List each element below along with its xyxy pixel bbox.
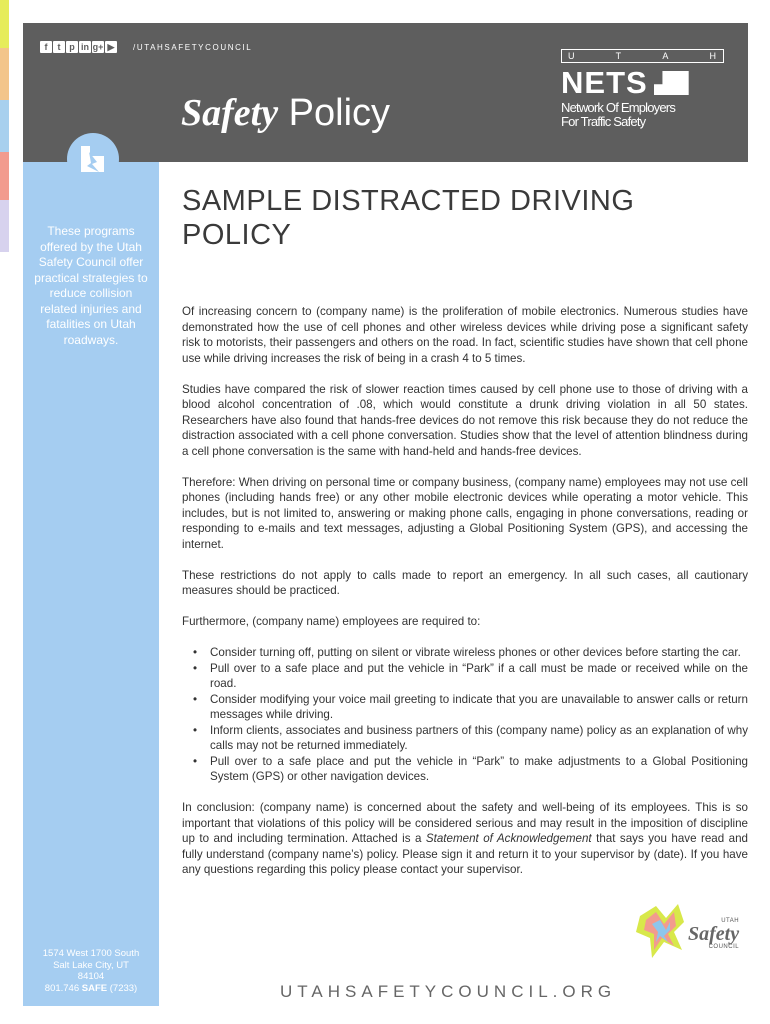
conclusion-text: In conclusion: (company name) is concerned about the safety and well-being of its employees. This is so important that violations of this policy will be considered serious and may result in the imposition of discipline up to and including termination. Attached is a	[182, 801, 748, 845]
social-handle: /UTAHSAFETYCOUNCIL	[133, 43, 253, 52]
utah-letter: H	[709, 51, 717, 61]
title-script: Safety	[181, 92, 279, 134]
facebook-icon[interactable]: f	[40, 41, 52, 53]
nets-tagline-line1: Network Of Employers	[561, 100, 676, 115]
list-item: • Consider turning off, putting on silent or vibrate wireless phones or other devices before starting the car.	[210, 645, 748, 661]
document-body	[182, 304, 748, 878]
utah-nets-logo	[561, 49, 724, 129]
usc-logo-council: COUNCIL	[708, 944, 740, 950]
edge-color-strip	[0, 152, 9, 200]
utah-letter: A	[662, 51, 670, 61]
document-title: SAMPLE DISTRACTED DRIVING POLICY	[182, 185, 635, 251]
phone-prefix: 801.746	[44, 982, 80, 994]
phone-word: SAFE	[81, 982, 108, 994]
body-paragraph: Studies have compared the risk of slower reaction times caused by cell phone use to those of driving with a blood alcohol concentration of .08, which would constitute a drunk driving violation in all 50 states. Researchers have also found that hands-free devices do not remove this risk because they do not reduce the distraction associated with a cell phone conversation. Studies show that the level of attention blindness during a cell phone conversation is the same with hand-held and hands-free devices.	[182, 382, 748, 458]
usc-logo-utah: UTAH	[721, 918, 740, 924]
body-paragraph: Of increasing concern to (company name) is the proliferation of mobile electronics. Numerous studies have demonstrated how the use of cell phones and other wireless devices while driving pose a significant safety risk to motorists, their passengers and others on the road. In fact, scientific studies have shown that cell phone use while driving increases the risk of being in a crash 4 to 5 times.	[182, 305, 748, 365]
twitter-icon[interactable]: t	[53, 41, 65, 53]
nets-wordmark	[561, 65, 724, 100]
edge-color-strip	[0, 100, 9, 152]
edge-color-strip	[0, 0, 9, 48]
footer-url[interactable]: UTAHSAFETYCOUNCIL.ORG	[280, 982, 617, 1001]
sidebar-intro: These programs offered by the Utah Safety Council offer practical strategies to reduce collision related injuries and fatalities on Utah roadways.	[34, 224, 148, 347]
page-title	[181, 91, 390, 135]
sidebar-address	[27, 948, 155, 994]
pinterest-icon[interactable]: p	[66, 41, 78, 53]
conclusion-paragraph	[182, 800, 748, 878]
usc-logo-text	[688, 918, 739, 950]
body-paragraph: These restrictions do not apply to calls made to report an emergency. In all such cases, all cautionary measures should be practiced.	[182, 568, 748, 597]
utah-badge-icon	[66, 132, 120, 186]
nets-tagline-line2: For Traffic Safety	[561, 114, 646, 129]
phone-suffix: (7233)	[109, 982, 138, 994]
address-zip: 84104	[77, 971, 105, 982]
body-paragraph: Therefore: When driving on personal time or company business, (company name) employees may not use cell phones (including hands free) or any other mobile electronic devices while operating a motor vehicle. This includes, but is not limited to, answering or making phone calls, engaging in phone conversations, reading or responding to e-mails and text messages, adjusting a Global Positioning System (GPS), and accessing the internet.	[182, 475, 748, 551]
address-city: Salt Lake City, UT	[53, 959, 129, 971]
title-plain: Policy	[288, 92, 391, 134]
utah-state-icon	[654, 71, 689, 95]
main-content	[182, 184, 748, 893]
youtube-icon[interactable]: ▶	[105, 41, 117, 53]
utah-letter: T	[615, 51, 623, 61]
social-icons	[40, 41, 117, 53]
list-item: • Inform clients, associates and business partners of this (company name) policy as an explanation of why calls may not be returned immediately.	[210, 723, 748, 754]
sidebar	[23, 162, 159, 1006]
requirements-list	[182, 645, 748, 785]
list-item: • Pull over to a safe place and put the vehicle in “Park” to make adjustments to a Global Positioning System (GPS) or other navigation devices.	[210, 754, 748, 785]
utah-letters	[561, 49, 724, 63]
list-intro: Furthermore, (company name) employees are required to:	[182, 615, 481, 628]
utah-letter: U	[568, 51, 576, 61]
address-phone	[27, 983, 155, 995]
edge-color-strip	[0, 200, 9, 252]
conclusion-emphasis: Statement of Acknowledgement	[425, 832, 592, 845]
usc-logo-safety: Safety	[688, 923, 740, 945]
list-item: • Consider modifying your voice mail greeting to indicate that you are unavailable to answer calls or return messages while driving.	[210, 692, 748, 723]
google-plus-icon[interactable]: g+	[92, 42, 104, 52]
list-item: • Pull over to a safe place and put the vehicle in “Park” if a call must be made or received while on the road.	[210, 661, 748, 692]
linkedin-icon[interactable]: in	[81, 42, 89, 52]
conclusion-text: that says you have read and fully understand (company name’s) policy. Please sign it and return it to your supervisor by (date). If you have any questions regarding this policy please contact your supervisor.	[182, 832, 748, 876]
address-street: 1574 West 1700 South	[42, 948, 140, 959]
nets-word: NETS	[561, 65, 648, 100]
header-banner	[23, 23, 748, 162]
edge-color-strip	[0, 48, 9, 100]
nets-tagline	[561, 101, 724, 129]
